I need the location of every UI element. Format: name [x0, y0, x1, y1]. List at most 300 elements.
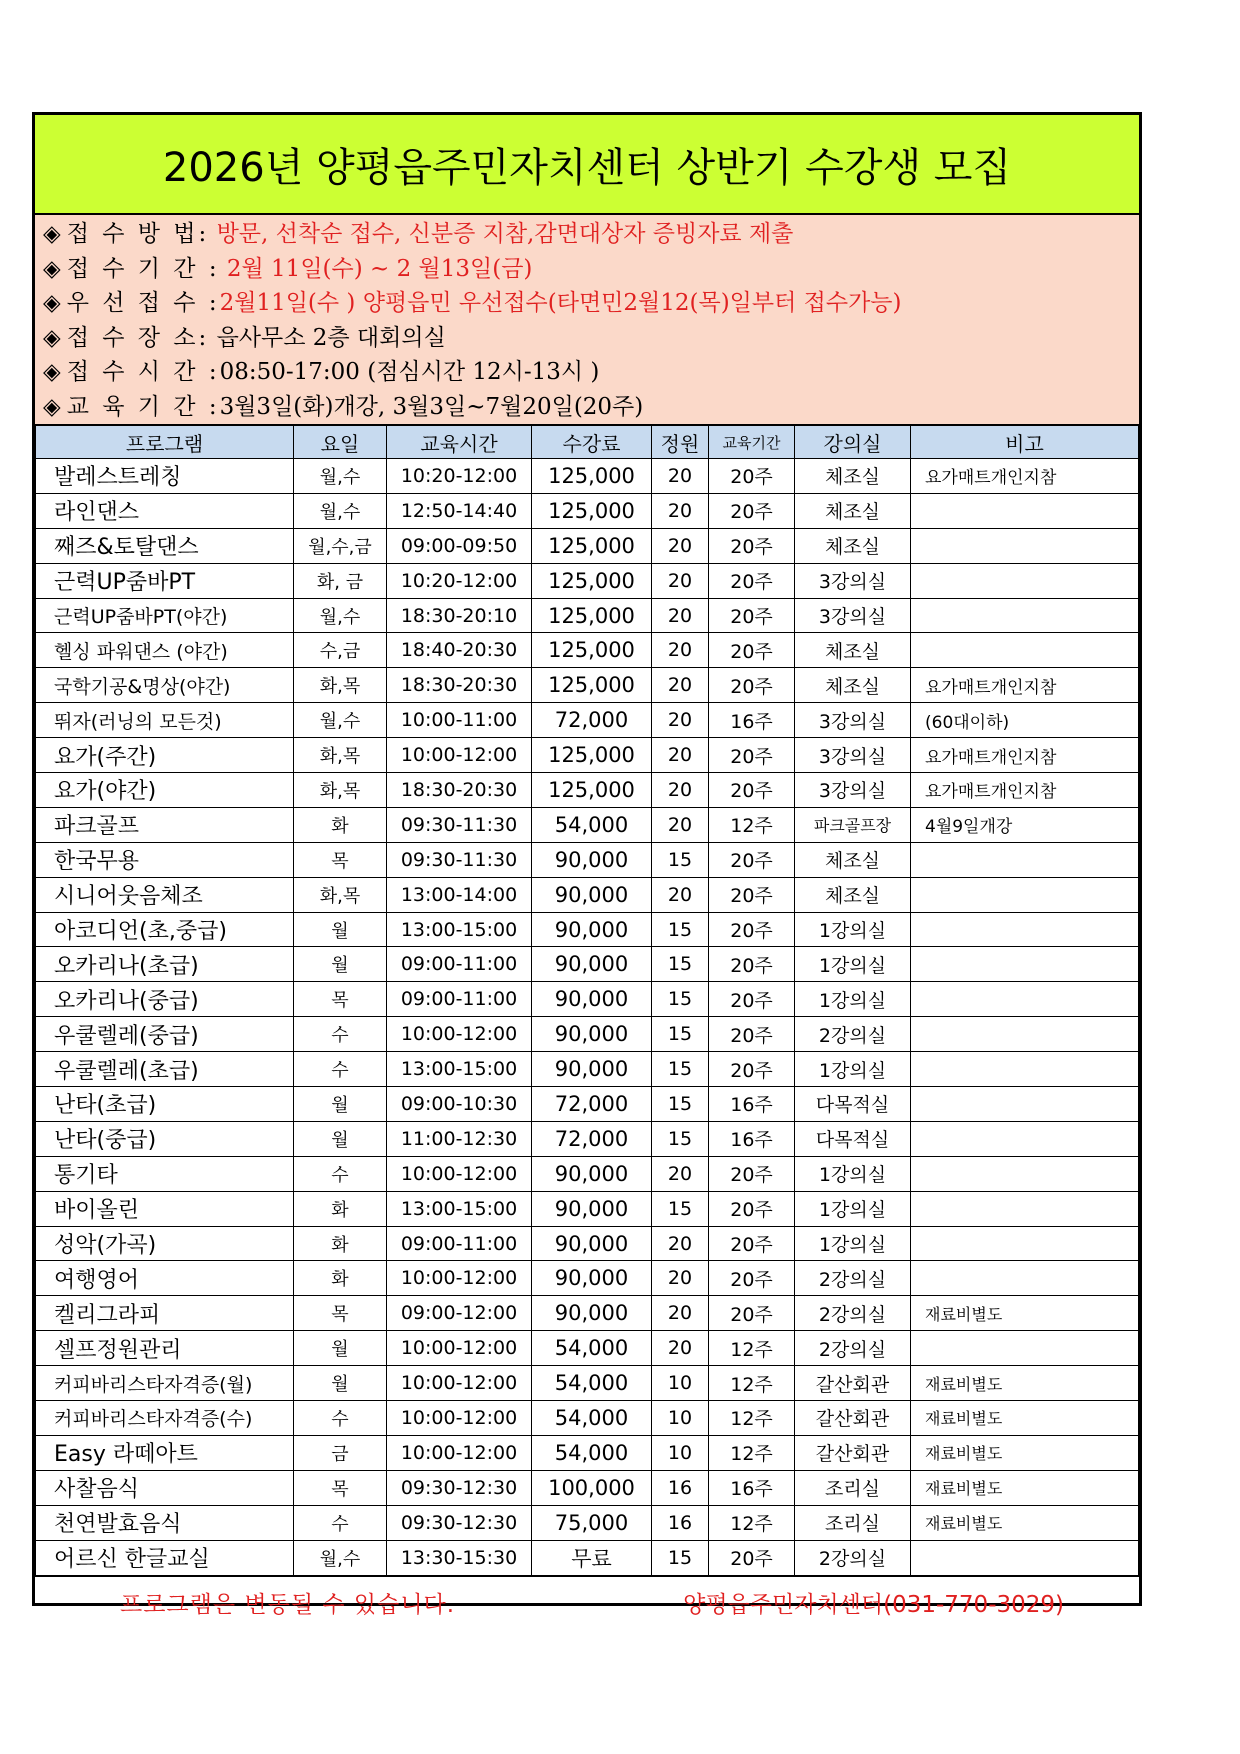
classroom: 2강의실: [795, 1261, 911, 1296]
info-value: 3월3일(화)개강, 3월3일~7월20일(20주): [219, 393, 644, 420]
table-row: [36, 598, 1139, 633]
page-title: 2026년 양평읍주민자치센터 상반기 수강생 모집: [35, 115, 1139, 215]
classroom: 체조실: [795, 633, 911, 668]
table-row: [36, 738, 1139, 773]
class-time: 13:00-15:00: [387, 1191, 532, 1226]
capacity: 16: [652, 1470, 709, 1505]
classroom: 체조실: [795, 842, 911, 877]
table-row: [36, 1366, 1139, 1401]
class-time: 13:00-14:00: [387, 877, 532, 912]
table-row: [36, 1191, 1139, 1226]
column-header: 프로그램: [36, 426, 294, 459]
course-length: 20주: [709, 1017, 795, 1052]
table-row: [36, 1156, 1139, 1191]
table-row: [36, 668, 1139, 703]
info-line: [35, 390, 1139, 425]
class-days: 수: [294, 1505, 387, 1540]
program-name: 난타(중급): [36, 1121, 294, 1156]
capacity: 20: [652, 877, 709, 912]
classroom: 체조실: [795, 877, 911, 912]
tuition-fee: 72,000: [532, 1087, 652, 1122]
course-length: 20주: [709, 493, 795, 528]
capacity: 20: [652, 1331, 709, 1366]
tuition-fee: 54,000: [532, 807, 652, 842]
tuition-fee: 72,000: [532, 703, 652, 738]
info-value: 08:50-17:00 (점심시간 12시-13시 ): [219, 359, 600, 386]
class-days: 화,목: [294, 773, 387, 808]
classroom: 1강의실: [795, 912, 911, 947]
course-length: 20주: [709, 598, 795, 633]
course-length: 16주: [709, 1121, 795, 1156]
tuition-fee: 125,000: [532, 528, 652, 563]
remarks: [911, 493, 1139, 528]
info-value: 2월11일(수 ) 양평읍민 우선접수(타면민2월12(목)일부터 접수가능): [219, 290, 902, 317]
classroom: 다목적실: [795, 1087, 911, 1122]
tuition-fee: 90,000: [532, 947, 652, 982]
course-length: 20주: [709, 1540, 795, 1575]
info-value: 읍사무소 2층 대회의실: [209, 324, 446, 351]
class-days: 화: [294, 1191, 387, 1226]
remarks: [911, 1540, 1139, 1575]
class-days: 수: [294, 1156, 387, 1191]
table-row: [36, 1087, 1139, 1122]
tuition-fee: 54,000: [532, 1331, 652, 1366]
remarks: [911, 1121, 1139, 1156]
capacity: 15: [652, 1087, 709, 1122]
classroom: 1강의실: [795, 1226, 911, 1261]
course-length: 20주: [709, 947, 795, 982]
program-name: 째즈&토탈댄스: [36, 528, 294, 563]
program-name: 파크골프: [36, 807, 294, 842]
remarks: 재료비별도: [911, 1505, 1139, 1540]
program-name: 우쿨렐레(초급): [36, 1052, 294, 1087]
classroom: 조리실: [795, 1470, 911, 1505]
class-time: 09:00-12:00: [387, 1296, 532, 1331]
table-row: [36, 1121, 1139, 1156]
course-length: 12주: [709, 1366, 795, 1401]
info-line: [35, 321, 1139, 356]
remarks: [911, 1261, 1139, 1296]
table-row: [36, 528, 1139, 563]
table-row: [36, 1017, 1139, 1052]
class-days: 목: [294, 1470, 387, 1505]
program-name: 천연발효음식: [36, 1505, 294, 1540]
class-time: 18:30-20:10: [387, 598, 532, 633]
program-name: 켈리그라피: [36, 1296, 294, 1331]
class-days: 월: [294, 1087, 387, 1122]
diamond-bullet-icon: ◈: [43, 221, 61, 247]
capacity: 15: [652, 842, 709, 877]
table-row: [36, 947, 1139, 982]
tuition-fee: 125,000: [532, 563, 652, 598]
table-row: [36, 1470, 1139, 1505]
remarks: [911, 1331, 1139, 1366]
capacity: 10: [652, 1366, 709, 1401]
info-value: 방문, 선착순 접수, 신분증 지참,감면대상자 증빙자료 제출: [209, 221, 794, 247]
info-line: [35, 286, 1139, 321]
remarks: 요가매트개인지참: [911, 459, 1139, 494]
class-time: 13:30-15:30: [387, 1540, 532, 1575]
info-value: 2월 11일(수) ~ 2 월13일(금): [219, 255, 533, 282]
classroom: 1강의실: [795, 947, 911, 982]
tuition-fee: 90,000: [532, 1226, 652, 1261]
table-row: [36, 1401, 1139, 1436]
table-header-row: [36, 426, 1139, 459]
tuition-fee: 90,000: [532, 912, 652, 947]
classroom: 체조실: [795, 528, 911, 563]
capacity: 20: [652, 773, 709, 808]
diamond-bullet-icon: ◈: [43, 255, 61, 282]
program-name: 뛰자(러닝의 모든것): [36, 703, 294, 738]
table-row: [36, 563, 1139, 598]
remarks: 재료비별도: [911, 1470, 1139, 1505]
info-label: 접 수 방 법:: [66, 221, 210, 247]
program-name: 시니어웃음체조: [36, 877, 294, 912]
remarks: [911, 633, 1139, 668]
tuition-fee: 90,000: [532, 1052, 652, 1087]
tuition-fee: 90,000: [532, 1191, 652, 1226]
course-length: 20주: [709, 563, 795, 598]
table-row: [36, 1435, 1139, 1470]
classroom: 3강의실: [795, 563, 911, 598]
classroom: 2강의실: [795, 1296, 911, 1331]
table-row: [36, 703, 1139, 738]
tuition-fee: 90,000: [532, 842, 652, 877]
class-time: 12:50-14:40: [387, 493, 532, 528]
table-row: [36, 807, 1139, 842]
capacity: 20: [652, 493, 709, 528]
program-name: 아코디언(초,중급): [36, 912, 294, 947]
tuition-fee: 100,000: [532, 1470, 652, 1505]
table-row: [36, 633, 1139, 668]
program-name: 라인댄스: [36, 493, 294, 528]
class-days: 화: [294, 807, 387, 842]
column-header: 교육기간: [709, 426, 795, 459]
table-row: [36, 912, 1139, 947]
remarks: 재료비별도: [911, 1401, 1139, 1436]
class-days: 목: [294, 1296, 387, 1331]
remarks: 요가매트개인지참: [911, 668, 1139, 703]
remarks: [911, 982, 1139, 1017]
program-name: 국학기공&명상(야간): [36, 668, 294, 703]
table-row: [36, 493, 1139, 528]
class-time: 10:00-12:00: [387, 1401, 532, 1436]
program-name: 한국무용: [36, 842, 294, 877]
classroom: 1강의실: [795, 982, 911, 1017]
program-name: 근력UP줌바PT(야간): [36, 598, 294, 633]
program-name: 오카리나(중급): [36, 982, 294, 1017]
remarks: 재료비별도: [911, 1296, 1139, 1331]
class-days: 목: [294, 982, 387, 1017]
table-row: [36, 1505, 1139, 1540]
capacity: 16: [652, 1505, 709, 1540]
class-time: 13:00-15:00: [387, 1052, 532, 1087]
tuition-fee: 125,000: [532, 633, 652, 668]
capacity: 15: [652, 1017, 709, 1052]
remarks: [911, 1087, 1139, 1122]
classroom: 3강의실: [795, 703, 911, 738]
class-days: 월: [294, 947, 387, 982]
class-days: 화, 금: [294, 563, 387, 598]
class-time: 10:00-12:00: [387, 1156, 532, 1191]
info-line: [35, 217, 1139, 252]
column-header: 교육시간: [387, 426, 532, 459]
table-body: [36, 459, 1139, 1576]
course-length: 20주: [709, 633, 795, 668]
course-length: 12주: [709, 1331, 795, 1366]
info-label: 접 수 기 간 :: [66, 255, 220, 282]
class-time: 10:20-12:00: [387, 459, 532, 494]
table-row: [36, 1296, 1139, 1331]
capacity: 10: [652, 1401, 709, 1436]
class-days: 수: [294, 1401, 387, 1436]
classroom: 체조실: [795, 459, 911, 494]
capacity: 15: [652, 947, 709, 982]
remarks: (60대이하): [911, 703, 1139, 738]
course-length: 12주: [709, 1435, 795, 1470]
class-days: 월,수,금: [294, 528, 387, 563]
class-time: 09:30-12:30: [387, 1505, 532, 1540]
table-row: [36, 982, 1139, 1017]
program-name: 여행영어: [36, 1261, 294, 1296]
info-label: 접 수 시 간 :: [66, 359, 220, 386]
table-row: [36, 1261, 1139, 1296]
tuition-fee: 54,000: [532, 1401, 652, 1436]
program-name: 발레스트레칭: [36, 459, 294, 494]
program-name: 요가(주간): [36, 738, 294, 773]
class-days: 월,수: [294, 1540, 387, 1575]
capacity: 15: [652, 1052, 709, 1087]
info-line: [35, 355, 1139, 390]
program-name: 커피바리스타자격증(월): [36, 1366, 294, 1401]
program-name: 사찰음식: [36, 1470, 294, 1505]
remarks: [911, 912, 1139, 947]
remarks: [911, 598, 1139, 633]
info-label: 접 수 장 소:: [66, 324, 210, 351]
course-length: 12주: [709, 1505, 795, 1540]
capacity: 20: [652, 528, 709, 563]
capacity: 20: [652, 598, 709, 633]
class-time: 13:00-15:00: [387, 912, 532, 947]
tuition-fee: 125,000: [532, 493, 652, 528]
program-name: 바이올린: [36, 1191, 294, 1226]
class-days: 화: [294, 1261, 387, 1296]
remarks: [911, 563, 1139, 598]
classroom: 체조실: [795, 668, 911, 703]
tuition-fee: 무료: [532, 1540, 652, 1575]
program-name: 오카리나(초급): [36, 947, 294, 982]
class-time: 18:30-20:30: [387, 773, 532, 808]
table-row: [36, 773, 1139, 808]
column-header: 강의실: [795, 426, 911, 459]
program-name: Easy 라떼아트: [36, 1435, 294, 1470]
remarks: [911, 1226, 1139, 1261]
change-notice: 프로그램은 변동될 수 있습니다.: [120, 1592, 456, 1618]
course-length: 20주: [709, 1226, 795, 1261]
class-time: 10:00-12:00: [387, 1017, 532, 1052]
capacity: 20: [652, 1156, 709, 1191]
class-time: 10:00-12:00: [387, 1435, 532, 1470]
remarks: [911, 1017, 1139, 1052]
capacity: 15: [652, 1540, 709, 1575]
class-days: 수,금: [294, 633, 387, 668]
course-length: 12주: [709, 1401, 795, 1436]
classroom: 체조실: [795, 493, 911, 528]
tuition-fee: 125,000: [532, 459, 652, 494]
capacity: 20: [652, 1226, 709, 1261]
class-days: 월: [294, 1121, 387, 1156]
class-days: 금: [294, 1435, 387, 1470]
capacity: 20: [652, 633, 709, 668]
table-row: [36, 1331, 1139, 1366]
capacity: 10: [652, 1435, 709, 1470]
course-length: 12주: [709, 807, 795, 842]
course-length: 20주: [709, 877, 795, 912]
capacity: 20: [652, 668, 709, 703]
classroom: 1강의실: [795, 1156, 911, 1191]
class-days: 월,수: [294, 598, 387, 633]
tuition-fee: 125,000: [532, 668, 652, 703]
class-time: 10:20-12:00: [387, 563, 532, 598]
classroom: 갈산회관: [795, 1435, 911, 1470]
course-length: 16주: [709, 1470, 795, 1505]
classroom: 2강의실: [795, 1540, 911, 1575]
info-section: [35, 215, 1139, 425]
classroom: 조리실: [795, 1505, 911, 1540]
course-length: 20주: [709, 459, 795, 494]
remarks: [911, 1191, 1139, 1226]
course-length: 20주: [709, 738, 795, 773]
program-name: 난타(초급): [36, 1087, 294, 1122]
capacity: 15: [652, 982, 709, 1017]
remarks: [911, 947, 1139, 982]
course-length: 20주: [709, 1296, 795, 1331]
contact-info: 양평읍주민자치센터(031-770-3029): [683, 1592, 1064, 1618]
class-time: 10:00-12:00: [387, 1261, 532, 1296]
class-days: 월,수: [294, 493, 387, 528]
remarks: [911, 1156, 1139, 1191]
class-time: 18:40-20:30: [387, 633, 532, 668]
course-length: 20주: [709, 1261, 795, 1296]
class-time: 11:00-12:30: [387, 1121, 532, 1156]
class-time: 09:30-11:30: [387, 842, 532, 877]
remarks: [911, 842, 1139, 877]
classroom: 2강의실: [795, 1331, 911, 1366]
capacity: 15: [652, 1121, 709, 1156]
info-label: 교 육 기 간 :: [66, 393, 220, 420]
program-name: 우쿨렐레(중급): [36, 1017, 294, 1052]
course-length: 20주: [709, 1052, 795, 1087]
class-days: 월: [294, 912, 387, 947]
diamond-bullet-icon: ◈: [43, 393, 61, 420]
classroom: 갈산회관: [795, 1401, 911, 1436]
tuition-fee: 90,000: [532, 1261, 652, 1296]
column-header: 정원: [652, 426, 709, 459]
course-length: 20주: [709, 1156, 795, 1191]
class-time: 09:00-11:00: [387, 1226, 532, 1261]
remarks: 재료비별도: [911, 1435, 1139, 1470]
class-time: 10:00-12:00: [387, 1366, 532, 1401]
capacity: 20: [652, 807, 709, 842]
class-days: 화,목: [294, 668, 387, 703]
program-name: 셀프정원관리: [36, 1331, 294, 1366]
classroom: 1강의실: [795, 1191, 911, 1226]
course-length: 20주: [709, 1191, 795, 1226]
column-header: 수강료: [532, 426, 652, 459]
tuition-fee: 75,000: [532, 1505, 652, 1540]
tuition-fee: 90,000: [532, 1296, 652, 1331]
classroom: 1강의실: [795, 1052, 911, 1087]
capacity: 20: [652, 1296, 709, 1331]
capacity: 20: [652, 703, 709, 738]
class-days: 월: [294, 1331, 387, 1366]
class-days: 수: [294, 1052, 387, 1087]
classroom: 2강의실: [795, 1017, 911, 1052]
classroom: 갈산회관: [795, 1366, 911, 1401]
tuition-fee: 90,000: [532, 877, 652, 912]
class-days: 월,수: [294, 459, 387, 494]
class-days: 수: [294, 1017, 387, 1052]
classroom: 다목적실: [795, 1121, 911, 1156]
course-length: 20주: [709, 668, 795, 703]
class-days: 화,목: [294, 877, 387, 912]
class-time: 09:00-11:00: [387, 947, 532, 982]
tuition-fee: 54,000: [532, 1366, 652, 1401]
class-days: 화: [294, 1226, 387, 1261]
class-time: 10:00-12:00: [387, 1331, 532, 1366]
column-header: 요일: [294, 426, 387, 459]
table-row: [36, 459, 1139, 494]
class-days: 월: [294, 1366, 387, 1401]
course-length: 20주: [709, 982, 795, 1017]
remarks: 재료비별도: [911, 1366, 1139, 1401]
capacity: 20: [652, 459, 709, 494]
program-name: 성악(가곡): [36, 1226, 294, 1261]
program-name: 커피바리스타자격증(수): [36, 1401, 294, 1436]
program-table: [35, 425, 1139, 1576]
classroom: 3강의실: [795, 738, 911, 773]
capacity: 20: [652, 1261, 709, 1296]
course-length: 20주: [709, 912, 795, 947]
course-length: 16주: [709, 703, 795, 738]
classroom: 파크골프장: [795, 807, 911, 842]
class-days: 월,수: [294, 703, 387, 738]
program-name: 통기타: [36, 1156, 294, 1191]
class-time: 10:00-11:00: [387, 703, 532, 738]
remarks: 요가매트개인지참: [911, 738, 1139, 773]
course-length: 20주: [709, 773, 795, 808]
class-days: 목: [294, 842, 387, 877]
class-time: 09:30-12:30: [387, 1470, 532, 1505]
tuition-fee: 90,000: [532, 982, 652, 1017]
table-row: [36, 1226, 1139, 1261]
tuition-fee: 72,000: [532, 1121, 652, 1156]
remarks: 요가매트개인지참: [911, 773, 1139, 808]
class-time: 09:30-11:30: [387, 807, 532, 842]
footer: [35, 1576, 1139, 1629]
class-time: 09:00-11:00: [387, 982, 532, 1017]
capacity: 15: [652, 1191, 709, 1226]
diamond-bullet-icon: ◈: [43, 359, 61, 386]
class-time: 10:00-12:00: [387, 738, 532, 773]
tuition-fee: 125,000: [532, 773, 652, 808]
tuition-fee: 125,000: [532, 738, 652, 773]
table-row: [36, 842, 1139, 877]
info-label: 우 선 접 수 :: [66, 290, 220, 317]
info-line: [35, 252, 1139, 287]
capacity: 20: [652, 738, 709, 773]
class-time: 09:00-09:50: [387, 528, 532, 563]
